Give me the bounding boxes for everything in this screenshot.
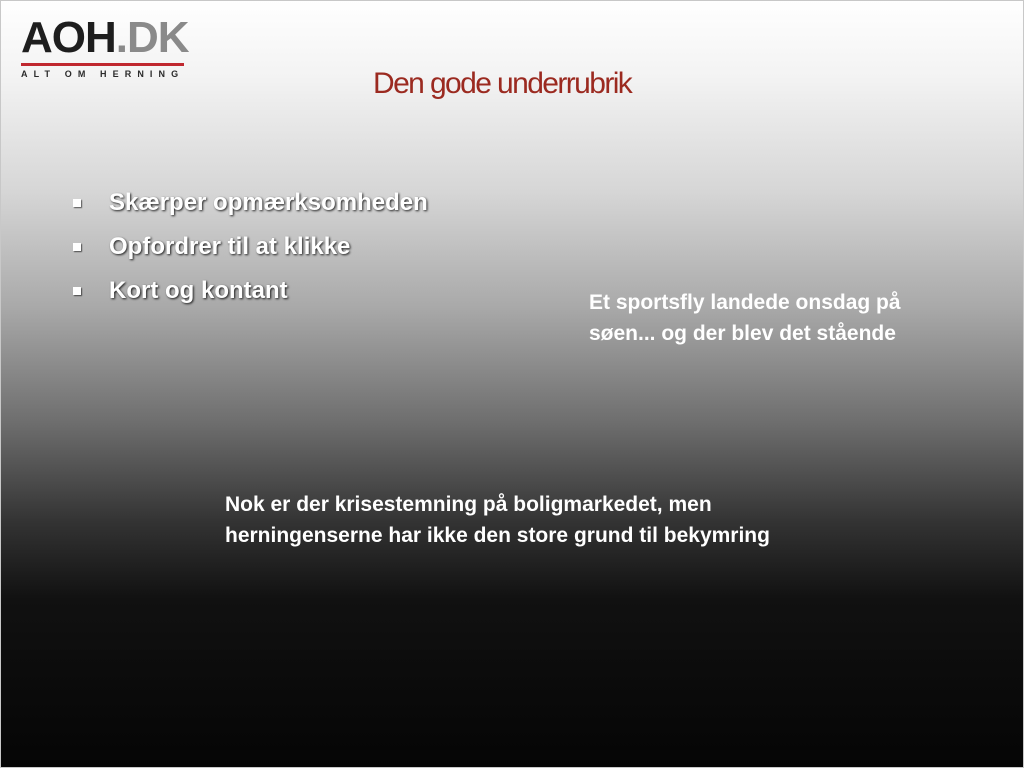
bullet-text: Skærper opmærksomheden xyxy=(109,189,428,216)
bullet-text: Opfordrer til at klikke xyxy=(109,233,351,260)
logo-red-rule xyxy=(21,63,184,66)
logo-wordmark xyxy=(21,15,187,61)
square-bullet-icon xyxy=(73,243,81,251)
slide-title: Den gode underrubrik xyxy=(373,67,632,100)
bullet-item xyxy=(71,181,428,225)
square-bullet-icon xyxy=(73,199,81,207)
logo-tagline: ALT OM HERNING xyxy=(21,69,185,79)
bullet-list xyxy=(71,181,428,313)
bullet-text: Kort og kontant xyxy=(109,277,288,304)
example-headline-housing: Nok er der krisestemning på boligmarkedet, men herningenserne har ikke den store grund til bekymring xyxy=(225,493,770,547)
aoh-logo xyxy=(21,15,187,79)
bullet-item xyxy=(71,225,428,269)
logo-dk: .DK xyxy=(115,13,189,62)
square-bullet-icon xyxy=(73,287,81,295)
bullet-item xyxy=(71,269,428,313)
example-headline-airplane: Et sportsfly landede onsdag på søen... og der blev det stående xyxy=(589,291,901,345)
logo-aoh: AOH xyxy=(21,13,116,62)
